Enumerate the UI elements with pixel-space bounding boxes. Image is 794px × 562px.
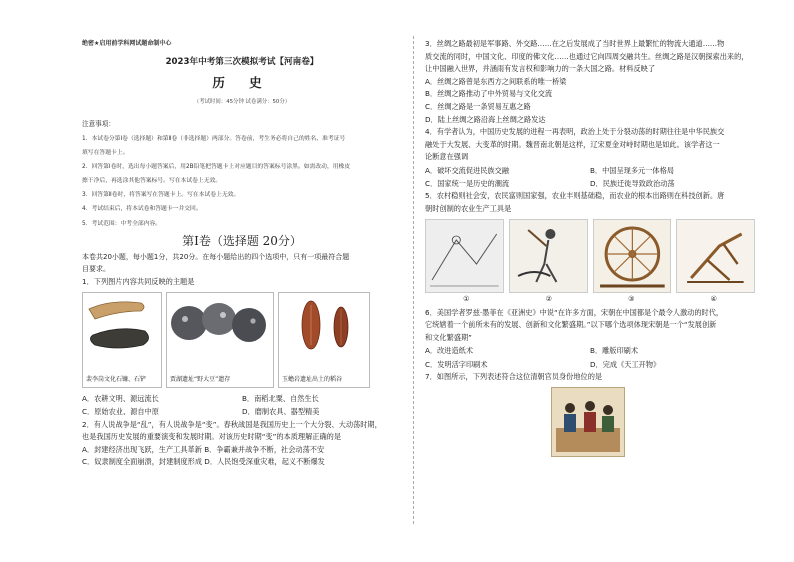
exam-title: 2023年中考第三次模拟考试【河南卷】: [165, 57, 319, 67]
q1-caption-b: 贾湖遗址“野大豆”遗存: [170, 376, 231, 384]
water-wheel-image: [593, 219, 672, 293]
qing-painting-icon: [552, 388, 624, 456]
option-d: D．民族迁徙导致政治动荡: [590, 179, 675, 189]
note-line: 5．考试范围：中考全部内容。: [82, 220, 162, 227]
option-a: A．丝绸之路曾是东西方之间联系的唯一桥梁: [425, 76, 567, 86]
right-column: [425, 38, 755, 457]
wild-soybean-image: [166, 292, 274, 388]
option-c: C．原始农业、源自中原: [82, 407, 159, 417]
option-a: A．破坏交流促进民族交融: [425, 165, 509, 175]
q3-options: [425, 76, 755, 126]
label-1: ①: [463, 294, 470, 303]
notes-heading: 注意事项：: [82, 120, 115, 128]
note-line: 1．本试卷分第Ⅰ卷（选择题）和第Ⅱ卷（非选择题）两部分。答卷前，考生务必将自己的姓名、准考证号: [82, 136, 346, 142]
q3-stem: 质交流的同时，中国文化、印度的佛文化……也通过它向四周交融共生。丝绸之路是汉朝探索出来的，: [425, 51, 749, 61]
q2-stem: 2．有人说战争是“乱”，有人说战争是“变”。春秋战国是我国历史上一个大分裂、大动荡时期，: [82, 419, 382, 429]
option-c: C．发明活字印刷术: [425, 359, 488, 369]
note-line: 2．回答第Ⅰ卷时，选出每小题答案后，用2B铅笔把答题卡上对应题目的答案标号涂黑。如需改动，用橡皮: [82, 164, 351, 171]
label-4: ④: [710, 294, 717, 303]
rice-grain-icon: [279, 293, 369, 387]
q3-stem: 让中国融入世界，并涵雨有发言权和影响力的一条大国之路。材料反映了: [425, 64, 656, 74]
stone-sickle-icon: [83, 293, 161, 387]
subject-title: 历 史: [212, 75, 272, 90]
q5-stem: 朝时创制的农业生产工具是: [425, 203, 512, 213]
option-cd: C．奴隶制度全面崩溃，封建制度形成 D．人民饱受深重灾难，起义不断爆发: [82, 457, 325, 467]
q1-stem: 1．下列图片内容共同反映的主题是: [82, 276, 195, 286]
soybean-remains-icon: [167, 293, 273, 387]
farm-tool-sketch-image: [425, 219, 504, 293]
q6-stem: 它统辖着一个前所未有的发展、创新和文化繁盛期。”以下哪个选项体现宋朝是一个“发展创新: [425, 320, 717, 330]
stone-tools-image: [82, 292, 162, 388]
note-line: 4．考试结束后，将本试卷和答题卡一并交回。: [82, 206, 202, 213]
water-wheel-icon: [594, 220, 671, 292]
column-divider: [413, 36, 414, 524]
q4-stem: 融处于大发展、大变革的时期。魏晋南北朝是这样，辽宋夏金对峙时期也是如此。该学者这一: [425, 139, 720, 149]
option-a: A．改进造纸术: [425, 346, 474, 356]
q6-stem: 6．美国学者罗兹·墨菲在《亚洲史》中说“在许多方面，宋朝在中国都是个最令人激动的时代，: [425, 307, 724, 317]
option-b: B．雕版印刷术: [590, 346, 639, 356]
label-2: ②: [545, 294, 552, 303]
irrigation-sketch-icon: [426, 220, 503, 292]
note-line: 填写在答题卡上。: [82, 150, 129, 157]
farmer-hoe-image: [509, 219, 588, 293]
note-line: 3．回答第Ⅱ卷时，将答案写在答题卡上。写在本试卷上无效。: [82, 192, 240, 199]
secret-mark: 绝密★启用前学科网试题命制中心: [82, 40, 172, 47]
label-3: ③: [628, 294, 635, 303]
q5-stem: 5．农村稳则社会安，农民富则国家强，农业丰则基础稳，而农业的根本出路则在科技创新。唐: [425, 191, 725, 201]
q7-stem: 7．如图所示，下列表述符合这位清朝官员身份地位的是: [425, 371, 603, 381]
option-c: C．丝绸之路是一条贸易互惠之路: [425, 101, 531, 111]
q2-stem: 也是我国历史发展的重要演变和发展时期。对该历史时期“变”的本质理解正确的是: [82, 432, 342, 442]
q1-images: [82, 292, 402, 388]
option-d: D．磨制农具、器型精美: [242, 407, 320, 417]
q1-caption-c: 玉蟾岩遗址出土的稻谷: [282, 376, 343, 384]
q5-images: [425, 219, 755, 293]
q4-stem: 论断意在强调: [425, 152, 469, 162]
rice-grain-image: [278, 292, 370, 388]
option-b: B．丝绸之路推动了中外贸易与文化交流: [425, 89, 553, 99]
part1-intro: 本卷共20小题，每小题1分，共20分。在每小题给出的四个选项中，只有一项最符合题: [82, 252, 350, 261]
qing-official-painting: [551, 387, 625, 457]
exam-meta: （考试时间：45分钟 试卷满分：50分）: [193, 99, 291, 105]
option-ab: A．封建经济出现飞跃，生产工具革新 B．争霸兼并战争不断，社会动荡不安: [82, 444, 325, 454]
option-b: B．中国呈现多元一体格局: [590, 165, 674, 175]
q1-options: [82, 392, 402, 418]
q5-image-labels: [425, 293, 755, 305]
part1-intro: 目要求。: [82, 265, 110, 274]
option-b: B．南稻北粟、自然生长: [242, 394, 319, 404]
option-c: C．国家统一是历史的潮流: [425, 179, 510, 189]
part1-title: 第Ⅰ卷（选择题 20分）: [182, 233, 302, 248]
q4-options: [425, 164, 755, 190]
option-a: A．农耕文明、源远流长: [82, 394, 159, 404]
plough-icon: [677, 220, 754, 292]
left-column: [82, 38, 402, 469]
q6-options: [425, 344, 755, 370]
option-d: D．完成《天工开物》: [590, 359, 661, 369]
farmer-icon: [510, 220, 587, 292]
plough-model-image: [676, 219, 755, 293]
option-d: D．陆上丝绸之路沿海上丝绸之路发达: [425, 114, 546, 124]
note-line: 擦干净后，再选涂其他答案标号。写在本试卷上无效。: [82, 178, 222, 185]
q3-stem: 3．丝绸之路最初是军事路、外交路……在之后发展成了当时世界上最繁忙的物流大通道……物: [425, 39, 725, 48]
q6-stem: 和文化繁盛期”: [425, 332, 472, 342]
q2-options: [82, 444, 402, 469]
q4-stem: 4．有学者认为，中国历史发展的进程一再表明，政治上处于分裂动荡的时期往往是中华民族交: [425, 127, 725, 137]
q1-caption-a: 裴李岗文化石镰、石铲: [86, 376, 147, 384]
